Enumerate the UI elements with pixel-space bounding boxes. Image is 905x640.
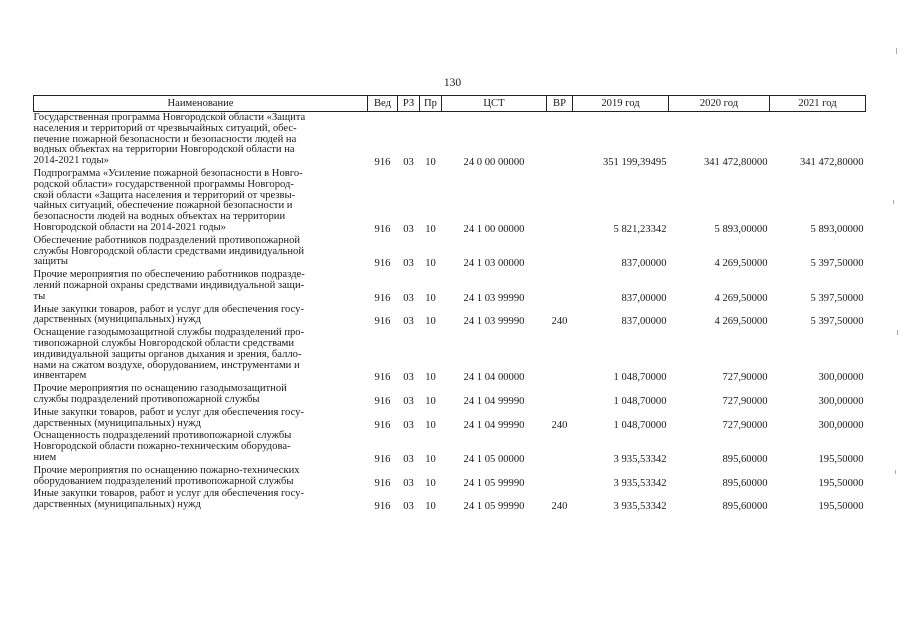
subsection-code: 10 <box>425 453 436 465</box>
row-name-line: дарственных (муниципальных) нужд <box>33 499 201 511</box>
expense-type-code <box>547 384 573 408</box>
amount-2019: 3 935,53342 <box>613 477 667 489</box>
target-article-code: 24 1 04 00000 <box>463 372 525 384</box>
amount-2020: 895,60000 <box>722 501 768 513</box>
row-name-line: Оснащенность подразделений противопожарной службы <box>33 430 292 442</box>
row-name-line: Иные закупки товаров, работ и услуг для обеспечения госу- <box>33 303 305 315</box>
scan-mark <box>897 330 898 335</box>
expense-type-code: 240 <box>551 316 568 328</box>
subsection-code: 10 <box>425 419 436 431</box>
table-body <box>34 112 866 513</box>
header-2021: 2021 год <box>770 96 866 112</box>
header-2020: 2020 год <box>669 96 770 112</box>
row-name-line: дарственных (муниципальных) нужд <box>33 314 201 326</box>
amount-2020: 895,60000 <box>722 453 768 465</box>
amount-2021: 5 893,00000 <box>810 223 864 235</box>
row-name <box>34 489 368 513</box>
row-name-line: Оснащение газодымозащитной службы подразделений про- <box>33 327 305 339</box>
amount-2021: 300,00000 <box>818 395 864 407</box>
amount-2019: 1 048,70000 <box>613 372 667 384</box>
row-name-line: ской области «Защита населения и территорий от чрезвы- <box>33 189 296 201</box>
table-row <box>34 489 866 513</box>
row-name-line: индивидуальной защиты органов дыхания и зрения, балло- <box>33 348 302 360</box>
row-name-line: родской области» государственной программы Новгород- <box>33 178 294 190</box>
header-2019: 2019 год <box>573 96 669 112</box>
row-name-line: Иные закупки товаров, работ и услуг для обеспечения госу- <box>33 406 305 418</box>
section-code: 03 <box>403 223 414 235</box>
amount-2019: 351 199,39495 <box>602 157 667 169</box>
table-row <box>34 236 866 270</box>
amount-2020: 4 269,50000 <box>714 316 768 328</box>
section-code: 03 <box>403 395 414 407</box>
expense-type-code <box>547 112 573 169</box>
expense-type-code <box>547 270 573 304</box>
table-row <box>34 112 866 169</box>
amount-2019: 1 048,70000 <box>613 395 667 407</box>
subsection-code: 10 <box>425 223 436 235</box>
row-name-line: Прочие мероприятия по оснащению пожарно-технических <box>33 464 300 476</box>
scan-mark <box>893 200 894 204</box>
section-code: 03 <box>403 292 414 304</box>
row-name-line: Новгородской области пожарно-техническим оборудова- <box>33 441 291 453</box>
row-name <box>34 270 368 304</box>
subsection-code: 10 <box>425 157 436 169</box>
row-name-line: Обеспечение работников подразделений противопожарной <box>33 234 301 246</box>
department-code: 916 <box>374 258 391 270</box>
amount-2021: 341 472,80000 <box>799 157 864 169</box>
amount-2020: 4 269,50000 <box>714 292 768 304</box>
amount-2021: 300,00000 <box>818 372 864 384</box>
row-name <box>34 466 368 490</box>
department-code: 916 <box>374 501 391 513</box>
row-name-line: Государственная программа Новгородской области «Защита <box>33 112 306 123</box>
section-code: 03 <box>403 157 414 169</box>
amount-2020: 727,90000 <box>722 372 768 384</box>
amount-2021: 195,50000 <box>818 477 864 489</box>
row-name-line: защиты <box>33 256 68 268</box>
section-code: 03 <box>403 501 414 513</box>
amount-2020: 4 269,50000 <box>714 258 768 270</box>
expense-type-code <box>547 236 573 270</box>
row-name-line: инвентарем <box>33 370 87 382</box>
amount-2019: 1 048,70000 <box>613 419 667 431</box>
row-name-line: нами на сжатом воздухе, оборудованием, инструментами и <box>33 359 300 371</box>
department-code: 916 <box>374 223 391 235</box>
department-code: 916 <box>374 419 391 431</box>
table-row <box>34 384 866 408</box>
target-article-code: 24 1 04 99990 <box>463 395 525 407</box>
target-article-code: 24 1 03 99990 <box>463 292 525 304</box>
amount-2019: 837,00000 <box>621 258 667 270</box>
subsection-code: 10 <box>425 292 436 304</box>
row-name <box>34 236 368 270</box>
header-pr: Пр <box>420 96 442 112</box>
department-code: 916 <box>374 395 391 407</box>
table-row <box>34 270 866 304</box>
amount-2020: 5 893,00000 <box>714 223 768 235</box>
row-name-line: службы Новгородской области средствами индивидуальной <box>33 245 305 257</box>
budget-table <box>33 95 866 513</box>
department-code: 916 <box>374 292 391 304</box>
table-row <box>34 431 866 465</box>
row-name-line: чайных ситуаций, обеспечение пожарной безопасности и <box>33 200 293 212</box>
department-code: 916 <box>374 453 391 465</box>
row-name <box>34 305 368 329</box>
amount-2021: 300,00000 <box>818 419 864 431</box>
row-name <box>34 408 368 432</box>
expense-type-code <box>547 431 573 465</box>
scan-mark <box>895 470 896 474</box>
header-name: Наименование <box>34 96 368 112</box>
row-name-line: нием <box>33 451 57 463</box>
amount-2020: 727,90000 <box>722 419 768 431</box>
section-code: 03 <box>403 372 414 384</box>
row-name-line: безопасности людей на водных объектах на территории <box>33 211 286 223</box>
row-name-line: Иные закупки товаров, работ и услуг для обеспечения госу- <box>33 488 305 500</box>
row-name <box>34 169 368 236</box>
table-row <box>34 169 866 236</box>
amount-2019: 837,00000 <box>621 292 667 304</box>
target-article-code: 24 1 03 99990 <box>463 316 525 328</box>
amount-2021: 5 397,50000 <box>810 258 864 270</box>
header-ved: Вед <box>368 96 398 112</box>
target-article-code: 24 1 00 00000 <box>463 223 525 235</box>
department-code: 916 <box>374 477 391 489</box>
amount-2020: 895,60000 <box>722 477 768 489</box>
row-name-line: дарственных (муниципальных) нужд <box>33 417 201 429</box>
row-name-line: населения и территорий от чрезвычайных ситуаций, обес- <box>33 122 297 134</box>
amount-2019: 3 935,53342 <box>613 453 667 465</box>
section-code: 03 <box>403 477 414 489</box>
section-code: 03 <box>403 316 414 328</box>
subsection-code: 10 <box>425 477 436 489</box>
section-code: 03 <box>403 453 414 465</box>
section-code: 03 <box>403 258 414 270</box>
row-name <box>34 112 368 169</box>
expense-type-code <box>547 328 573 384</box>
target-article-code: 24 1 05 00000 <box>463 453 525 465</box>
amount-2019: 3 935,53342 <box>613 501 667 513</box>
target-article-code: 24 1 04 99990 <box>463 419 525 431</box>
page-number: 130 <box>443 77 462 89</box>
department-code: 916 <box>374 157 391 169</box>
subsection-code: 10 <box>425 395 436 407</box>
row-name-line: Подпрограмма «Усиление пожарной безопасности в Новго- <box>33 167 303 179</box>
row-name <box>34 384 368 408</box>
row-name <box>34 431 368 465</box>
row-name-line: службы подразделений противопожарной службы <box>33 393 260 405</box>
row-name-line: 2014-2021 годы» <box>33 155 109 167</box>
amount-2021: 5 397,50000 <box>810 292 864 304</box>
expense-type-code <box>547 466 573 490</box>
amount-2020: 727,90000 <box>722 395 768 407</box>
row-name-line: оборудованием подразделений противопожарной службы <box>33 475 294 487</box>
header-vr: ВР <box>547 96 573 112</box>
row-name-line: тивопожарной службы Новгородской области средствами <box>33 337 295 349</box>
amount-2021: 195,50000 <box>818 501 864 513</box>
subsection-code: 10 <box>425 258 436 270</box>
expense-type-code <box>547 169 573 236</box>
department-code: 916 <box>374 372 391 384</box>
target-article-code: 24 1 03 00000 <box>463 258 525 270</box>
amount-2019: 5 821,23342 <box>613 223 667 235</box>
row-name-line: ты <box>33 290 46 302</box>
row-name-line: Новгородской области на 2014-2021 годы» <box>33 221 226 233</box>
expense-type-code: 240 <box>551 501 568 513</box>
table-header <box>34 96 866 112</box>
row-name-line: лений пожарной охраны средствами индивидуальной защи- <box>33 279 305 291</box>
target-article-code: 24 1 05 99990 <box>463 477 525 489</box>
expense-type-code: 240 <box>551 419 568 431</box>
row-name-line: Прочие мероприятия по оснащению газодымозащитной <box>33 383 287 395</box>
amount-2021: 195,50000 <box>818 453 864 465</box>
subsection-code: 10 <box>425 372 436 384</box>
row-name-line: водных объектах на территории Новгородской области на <box>33 144 295 156</box>
amount-2021: 5 397,50000 <box>810 316 864 328</box>
table-row <box>34 328 866 384</box>
scan-mark <box>896 48 897 54</box>
table-row <box>34 408 866 432</box>
header-cst: ЦСТ <box>442 96 547 112</box>
target-article-code: 24 0 00 00000 <box>463 157 525 169</box>
amount-2020: 341 472,80000 <box>703 157 768 169</box>
department-code: 916 <box>374 316 391 328</box>
target-article-code: 24 1 05 99990 <box>463 501 525 513</box>
section-code: 03 <box>403 419 414 431</box>
header-rz: РЗ <box>398 96 420 112</box>
row-name <box>34 328 368 384</box>
table-row <box>34 466 866 490</box>
row-name-line: печение пожарной безопасности и безопасности людей на <box>33 133 297 145</box>
subsection-code: 10 <box>425 316 436 328</box>
amount-2019: 837,00000 <box>621 316 667 328</box>
subsection-code: 10 <box>425 501 436 513</box>
table-row <box>34 305 866 329</box>
row-name-line: Прочие мероприятия по обеспечению работников подразде- <box>33 269 305 281</box>
